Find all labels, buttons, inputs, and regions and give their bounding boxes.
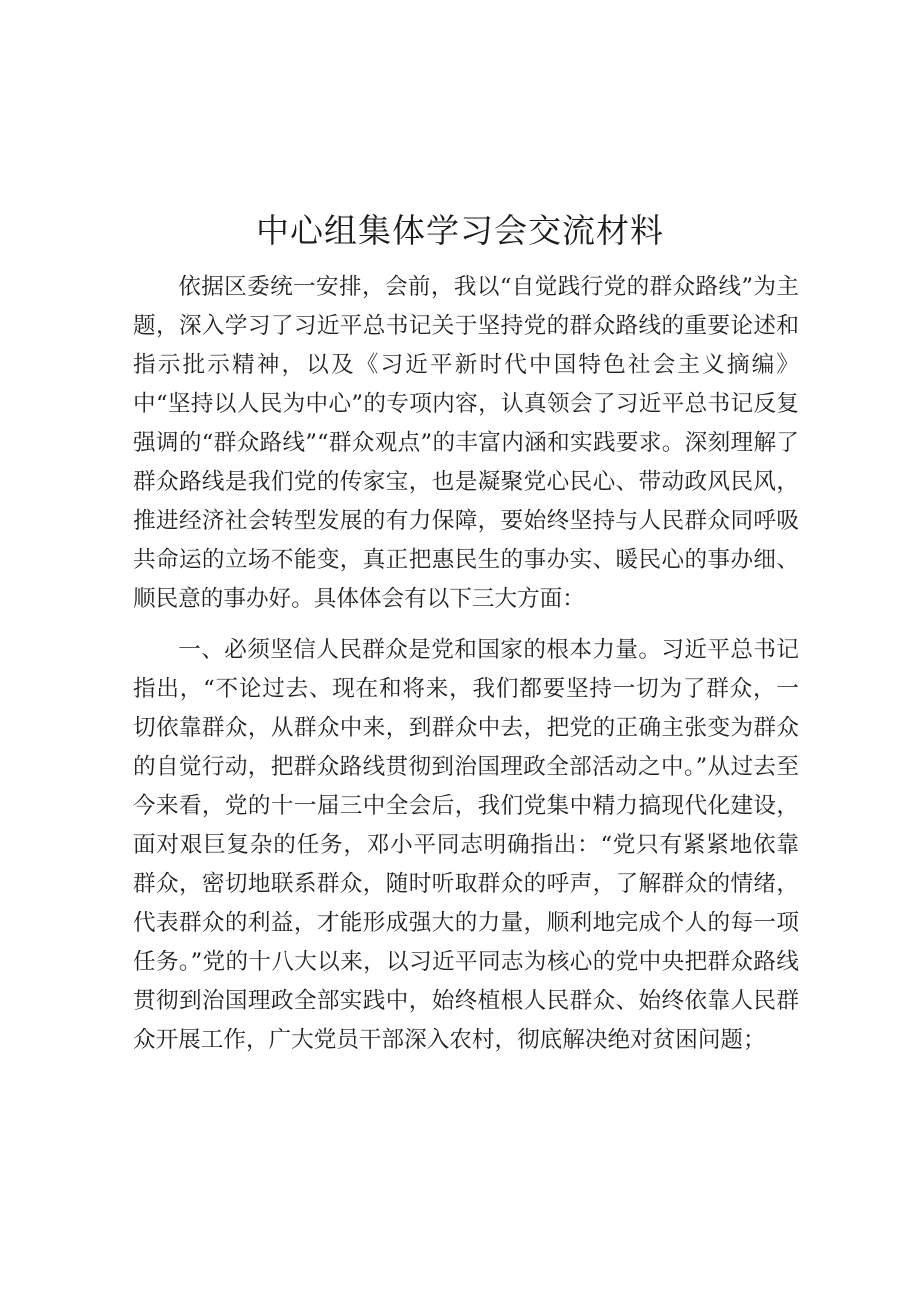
document-title: 中心组集体学习会交流材料 — [256, 211, 664, 250]
paragraph-intro: 依据区委统一安排，会前，我以“自觉践行党的群众路线”为主题，深入学习了习近平总书记关于坚持党的群众路线的重要论述和指示批示精神，以及《习近平新时代中国特色社会主义摘编》中“坚持以人民为中心”的专项内容，认真领会了习近平总书记反复强调的“群众路线”“群众观点”的丰富内涵和实践要求。深刻理解了群众路线是我们党的传家宝，也是凝聚党心民心、带动政风民风，推进经济社会转型发展的有力保障，要始终坚持与人民群众同呼吸共命运的立场不能变，真正把惠民生的事办实、暖民心的事办细、顺民意的事办好。具体体会有以下三大方面： — [133, 274, 799, 612]
paragraph-section-one: 一、必须坚信人民群众是党和国家的根本力量。习近平总书记指出，“不论过去、现在和将来，我们都要坚持一切为了群众，一切依靠群众，从群众中来，到群众中去，把党的正确主张变为群众的自觉行动，把群众路线贯彻到治国理政全部活动之中。”从过去至今来看，党的十一届三中全会后，我们党集中精力搞现代化建设，面对艰巨复杂的任务，邓小平同志明确指出：“党只有紧紧地依靠群众，密切地联系群众，随时听取群众的呼声，了解群众的情绪，代表群众的利益，才能形成强大的力量，顺利地完成个人的每一项任务。”党的十八大以来，以习近平同志为核心的党中央把群众路线贯彻到治国理政全部实践中，始终植根人民群众、始终依靠人民群众开展工作，广大党员干部深入农村，彻底解决绝对贫困问题； — [133, 637, 799, 1053]
document-body — [133, 268, 799, 1060]
